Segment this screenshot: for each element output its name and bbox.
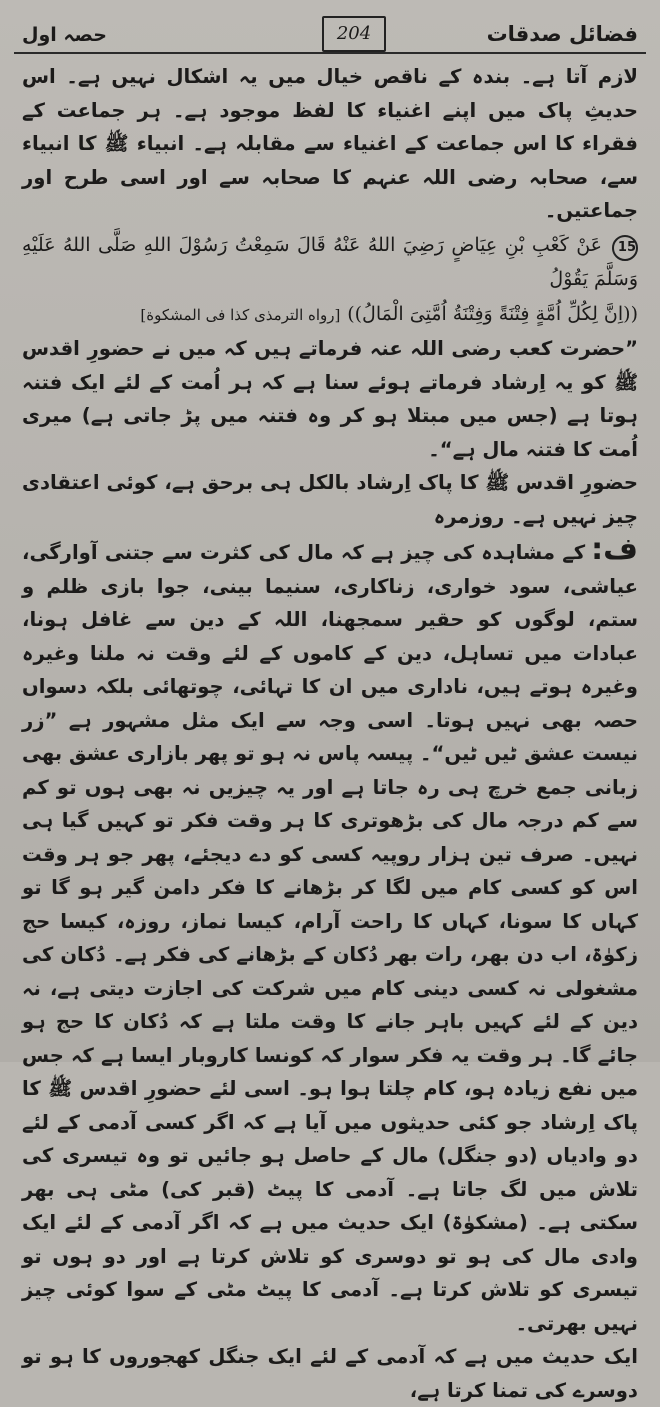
paragraph-2: ”حضرت کعب رضی اللہ عنہ فرماتے ہیں کہ میں نے حضورِ اقدس ﷺ کو یہ اِرشاد فرماتے ہوئے سنا ہے کہ ہر اُمت کے لئے ایک فتنہ ہوتا ہے (جس میں مبتلا ہو کر وہ فتنہ میں پڑ جاتی ہے) میری اُمت کا فتنہ مال ہے“۔: [22, 337, 638, 461]
paragraph-3-rest: کے مشاہدہ کی چیز ہے کہ مال کی کثرت سے جتنی آوارگی، عیاشی، سود خواری، زناکاری، سنیما بینی، جوا بازی ظلم و ستم، لوگوں کو حقیر سمجھنا، اللہ کے دین سے غافل ہونا، عبادات میں تساہل، دین کے کاموں کے لئے وقت نہ ملنا وغیرہ وغیرہ ہوتے ہیں، ناداری میں ان کا تہائی، چوتھائی بلکہ دسواں حصہ بھی نہیں ہوتا۔ اسی وجہ سے ایک مثل مشہور ہے ”زر نیست عشق ٹیں ٹیں“۔ پیسہ پاس نہ ہو تو پھر بازاری عشق بھی زبانی جمع خرچ ہی رہ جاتا ہے اور یہ چیزیں نہ بھی ہوں تو کم سے کم درجہ مال کی بڑھوتری کا ہر وقت فکر تو کہیں گیا ہی نہیں۔ صرف تین ہزار روپیہ کسی کو دے دیجئے، پھر جو ہر وقت اس کو کسی کام میں لگا کر بڑھانے کا فکر دامن گیر ہو گا تو کہاں کا سونا، کہاں کا راحت آرام، کیسا نماز، روزہ، کیسا حج زکوٰۃ، اب دن بھر، رات بھر دُکان کے بڑھانے کی فکر ہے۔ دُکان کی مشغولی نہ کسی دینی کام میں شرکت کی اجازت دیتی ہے، نہ دین کے لئے کہیں باہر جانے کا وقت ملتا ہے کہ دُکان کا حج ہو جائے گا۔ ہر وقت یہ فکر سوار کہ کونسا کاروبار ایسا ہے کہ جس میں نفع زیادہ ہو، کام چلتا ہوا ہو۔ اسی لئے حضورِ اقدس ﷺ کا پاک اِرشاد جو کئی حدیثوں میں آیا ہے کہ اگر کسی آدمی کے لئے دو وادیاں (دو جنگل) مال کے حاصل ہو جائیں تو وہ تیسری کی تلاش میں لگ جاتا ہے۔ آدمی کا پیٹ (قبر کی) مٹی ہی بھر سکتی ہے۔ (مشکوٰۃ) ایک حدیث میں ہے کہ اگر آدمی کے لئے ایک وادی مال کی ہو تو دوسری کو تلاش کرتا ہے اور دو ہوں تو تیسری کو تلاش کرتا ہے۔ آدمی کا پیٹ مٹی کے سوا کوئی چیز نہیں بھرتی۔: [22, 541, 638, 1335]
paragraph-4: ایک حدیث میں ہے کہ آدمی کے لئے ایک جنگل کھجوروں کا ہو تو دوسرے کی تمنا کرتا ہے،: [22, 1345, 638, 1402]
fa-label: ف:: [591, 532, 638, 567]
paragraph-3: [22, 533, 638, 1340]
hadith-reference: [رواه الترمذى كذا فى المشكوة]: [140, 305, 341, 324]
hadith-arabic-chain: عَنْ كَعْبِ بْنِ عِيَاضٍ رَضِيَ اللهُ عَنْهُ قَالَ سَمِعْتُ رَسُوْلَ اللهِ صَلَّى اللهُ عَلَيْهِ وَسَلَّمَ يَقُوْلُ: [22, 233, 638, 290]
hadith-number: 15: [612, 235, 638, 261]
page-number: 204: [322, 16, 386, 52]
paragraph-1: لازم آتا ہے۔ بندہ کے ناقص خیال میں یہ اشکال نہیں ہے۔ اس حدیثِ پاک میں اپنے اغنیاء کا لفظ موجود ہے۔ ہر جماعت کے فقراء کا اس جماعت کے اغنیاء سے مقابلہ ہے۔ انبیاء ﷺ کا انبیاء سے، صحابہ رضی اللہ عنہم کا صحابہ سے اور اسی طرح اور جماعتیں۔: [22, 65, 638, 222]
hadith-arabic-text: ((اِنَّ لِكُلِّ اُمَّةٍ فِتْنَةً وَفِتْنَةُ اُمَّتِىَ الْمَالُ)): [347, 302, 638, 325]
hadith-text-line: [22, 297, 638, 333]
page-body: [22, 60, 638, 1402]
hadith-line: [22, 228, 638, 297]
part-label: حصہ اول: [22, 24, 107, 46]
book-title: فضائل صدقات: [486, 22, 638, 46]
paragraph-3-first: حضورِ اقدس ﷺ کا پاک اِرشاد بالکل ہی برحق ہے، کوئی اعتقادی چیز نہیں ہے۔ روزمرہ: [22, 471, 638, 528]
header-rule: [14, 52, 646, 54]
